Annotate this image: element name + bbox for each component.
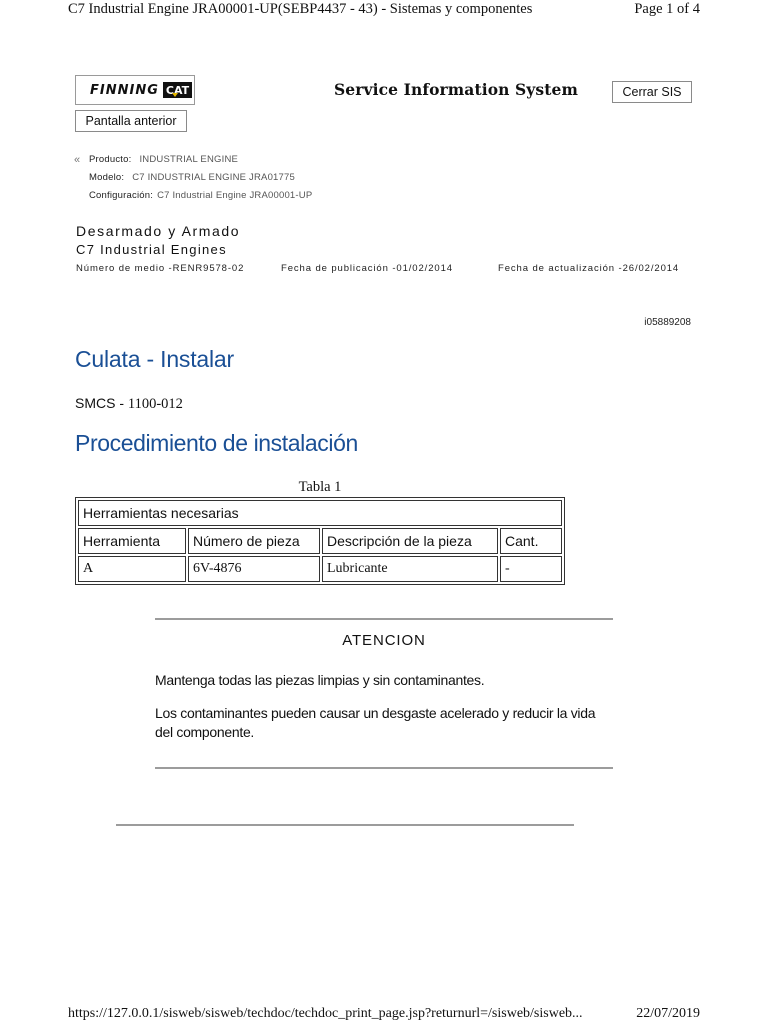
header-tool: Herramienta [78, 528, 186, 554]
close-sis-button[interactable]: Cerrar SIS [612, 81, 692, 103]
product-value: INDUSTRIAL ENGINE [139, 154, 239, 165]
sis-title: Service Information System [334, 80, 578, 99]
footer-url: https://127.0.0.1/sisweb/sisweb/techdoc/techdoc_print_page.jsp?returnurl=/sisweb/sisweb... [68, 1006, 583, 1021]
previous-screen-button[interactable]: Pantalla anterior [75, 110, 187, 132]
tools-table [75, 497, 565, 585]
table-header-row [78, 528, 562, 554]
table-group-row [78, 500, 562, 526]
smcs-code [75, 395, 183, 413]
model-label: Modelo: [89, 172, 125, 183]
model-value: C7 INDUSTRIAL ENGINE JRA01775 [132, 172, 295, 183]
footer-date: 22/07/2019 [636, 1006, 700, 1021]
configuration-row [89, 190, 312, 201]
procedure-heading: Procedimiento de instalación [75, 430, 358, 456]
double-chevron-left-icon[interactable]: « [74, 154, 81, 166]
print-page-number: Page 1 of 4 [634, 1, 700, 17]
header-part-description: Descripción de la pieza [322, 528, 498, 554]
table-caption: Tabla 1 [298, 479, 342, 495]
section-divider [116, 824, 574, 826]
publication-date: Fecha de publicación -01/02/2014 [281, 263, 453, 274]
finning-cat-logo [75, 75, 195, 105]
warning-bottom-divider [155, 767, 613, 769]
configuration-value: C7 Industrial Engine JRA00001-UP [157, 190, 313, 201]
cell-tool: A [78, 556, 186, 582]
cell-part-description: Lubricante [322, 556, 498, 582]
document-title: Desarmado y Armado [76, 223, 241, 239]
update-date: Fecha de actualización -26/02/2014 [498, 263, 680, 274]
warning-title: ATENCION [342, 632, 426, 649]
cell-quantity: - [500, 556, 562, 582]
table-group-header: Herramientas necesarias [78, 500, 562, 526]
header-part-number: Número de pieza [188, 528, 320, 554]
warning-paragraph-2: Los contaminantes pueden causar un desgaste acelerado y reducir la vida del componente. [155, 705, 596, 740]
document-subtitle: C7 Industrial Engines [76, 242, 227, 257]
model-row [89, 172, 295, 183]
table-row [78, 556, 562, 582]
product-row [89, 154, 238, 165]
cell-part-number: 6V-4876 [188, 556, 320, 582]
configuration-label: Configuración: [89, 190, 154, 201]
media-number: Número de medio -RENR9578-02 [76, 263, 245, 274]
warning-top-divider [155, 618, 613, 620]
page-title: Culata - Instalar [75, 346, 234, 372]
header-quantity: Cant. [500, 528, 562, 554]
product-label: Producto: [89, 154, 132, 165]
reference-id: i05889208 [644, 317, 691, 328]
smcs-label: SMCS - [75, 395, 128, 411]
cat-logo-icon: CAT [163, 82, 192, 98]
warning-paragraph-1: Mantenga todas las piezas limpias y sin contaminantes. [155, 672, 485, 688]
smcs-value: 1100-012 [127, 396, 183, 412]
logo-finning-text: FINNING [90, 82, 159, 98]
print-header-title: C7 Industrial Engine JRA00001-UP(SEBP4437 - 43) - Sistemas y componentes [68, 1, 533, 17]
